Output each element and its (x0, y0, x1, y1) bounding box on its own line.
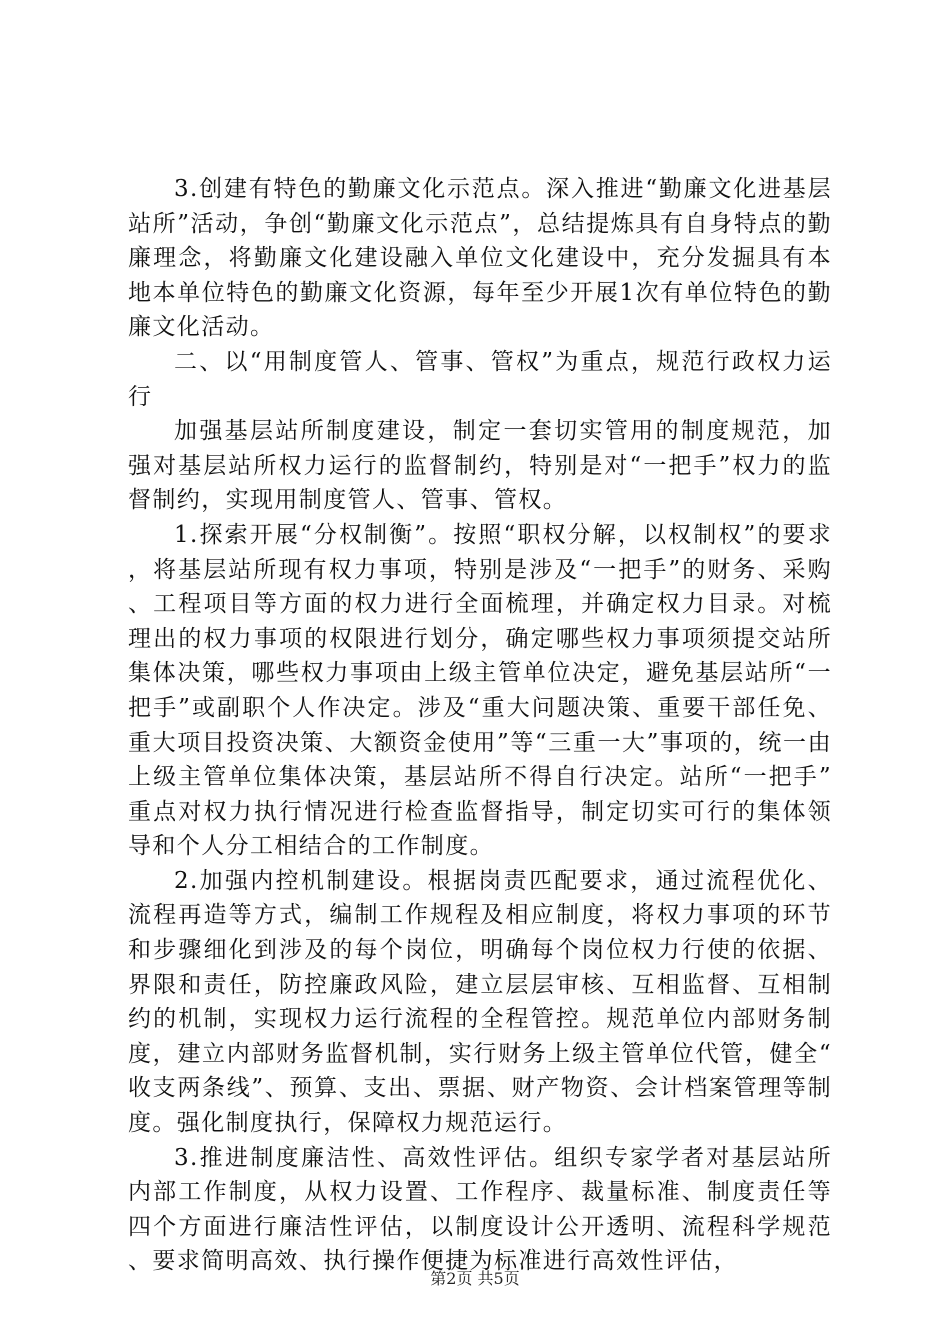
paragraph-system-evaluation: 3.推进制度廉洁性、高效性评估。组织专家学者对基层站所内部工作制度，从权力设置、工作程序、裁量标准、制度责任等四个方面进行廉洁性评估，以制度设计公开透明、流程科学规范、要求简明高效、执行操作便捷为标准进行高效性评估， (128, 1144, 832, 1275)
paragraph-system-building: 加强基层站所制度建设，制定一套切实管用的制度规范，加强对基层站所权力运行的监督制约，特别是对“一把手”权力的监督制约，实现用制度管人、管事、管权。 (128, 418, 832, 514)
section-heading-two: 二、以“用制度管人、管事、管权”为重点，规范行政权力运行 (128, 348, 832, 410)
paragraph-internal-control: 2.加强内控机制建设。根据岗责匹配要求，通过流程优化、流程再造等方式，编制工作规程及相应制度，将权力事项的环节和步骤细化到涉及的每个岗位，明确每个岗位权力行使的依据、界限和责任，防控廉政风险，建立层层审核、互相监督、互相制约的机制，实现权力运行流程的全程管控。规范单位内部财务制度，建立内部财务监督机制，实行财务上级主管单位代管，健全“收支两条线”、预算、支出、票据、财产物资、会计档案管理等制度。强化制度执行，保障权力规范运行。 (128, 867, 832, 1137)
page-footer: 第2页 共5页 (430, 1269, 520, 1288)
paragraph-culture-demo-site: 3.创建有特色的勤廉文化示范点。深入推进“勤廉文化进基层站所”活动，争创“勤廉文化示范点”，总结提炼具有自身特点的勤廉理念，将勤廉文化建设融入单位文化建设中，充分发掘具有本地本单位特色的勤廉文化资源，每年至少开展1次有单位特色的勤廉文化活动。 (128, 176, 832, 341)
paragraph-power-balance: 1.探索开展“分权制衡”。按照“职权分解，以权制权”的要求，将基层站所现有权力事项，特别是涉及“一把手”的财务、采购、工程项目等方面的权力进行全面梳理，并确定权力目录。对梳理出的权力事项的权限进行划分，确定哪些权力事项须提交站所集体决策，哪些权力事项由上级主管单位决定，避免基层站所“一把手”或副职个人作决定。涉及“重大问题决策、重要干部任免、重大项目投资决策、大额资金使用”等“三重一大”事项的，统一由上级主管单位集体决策，基层站所不得自行决定。站所“一把手”重点对权力执行情况进行检查监督指导，制定切实可行的集体领导和个人分工相结合的工作制度。 (128, 521, 832, 860)
document-body (128, 172, 832, 1279)
